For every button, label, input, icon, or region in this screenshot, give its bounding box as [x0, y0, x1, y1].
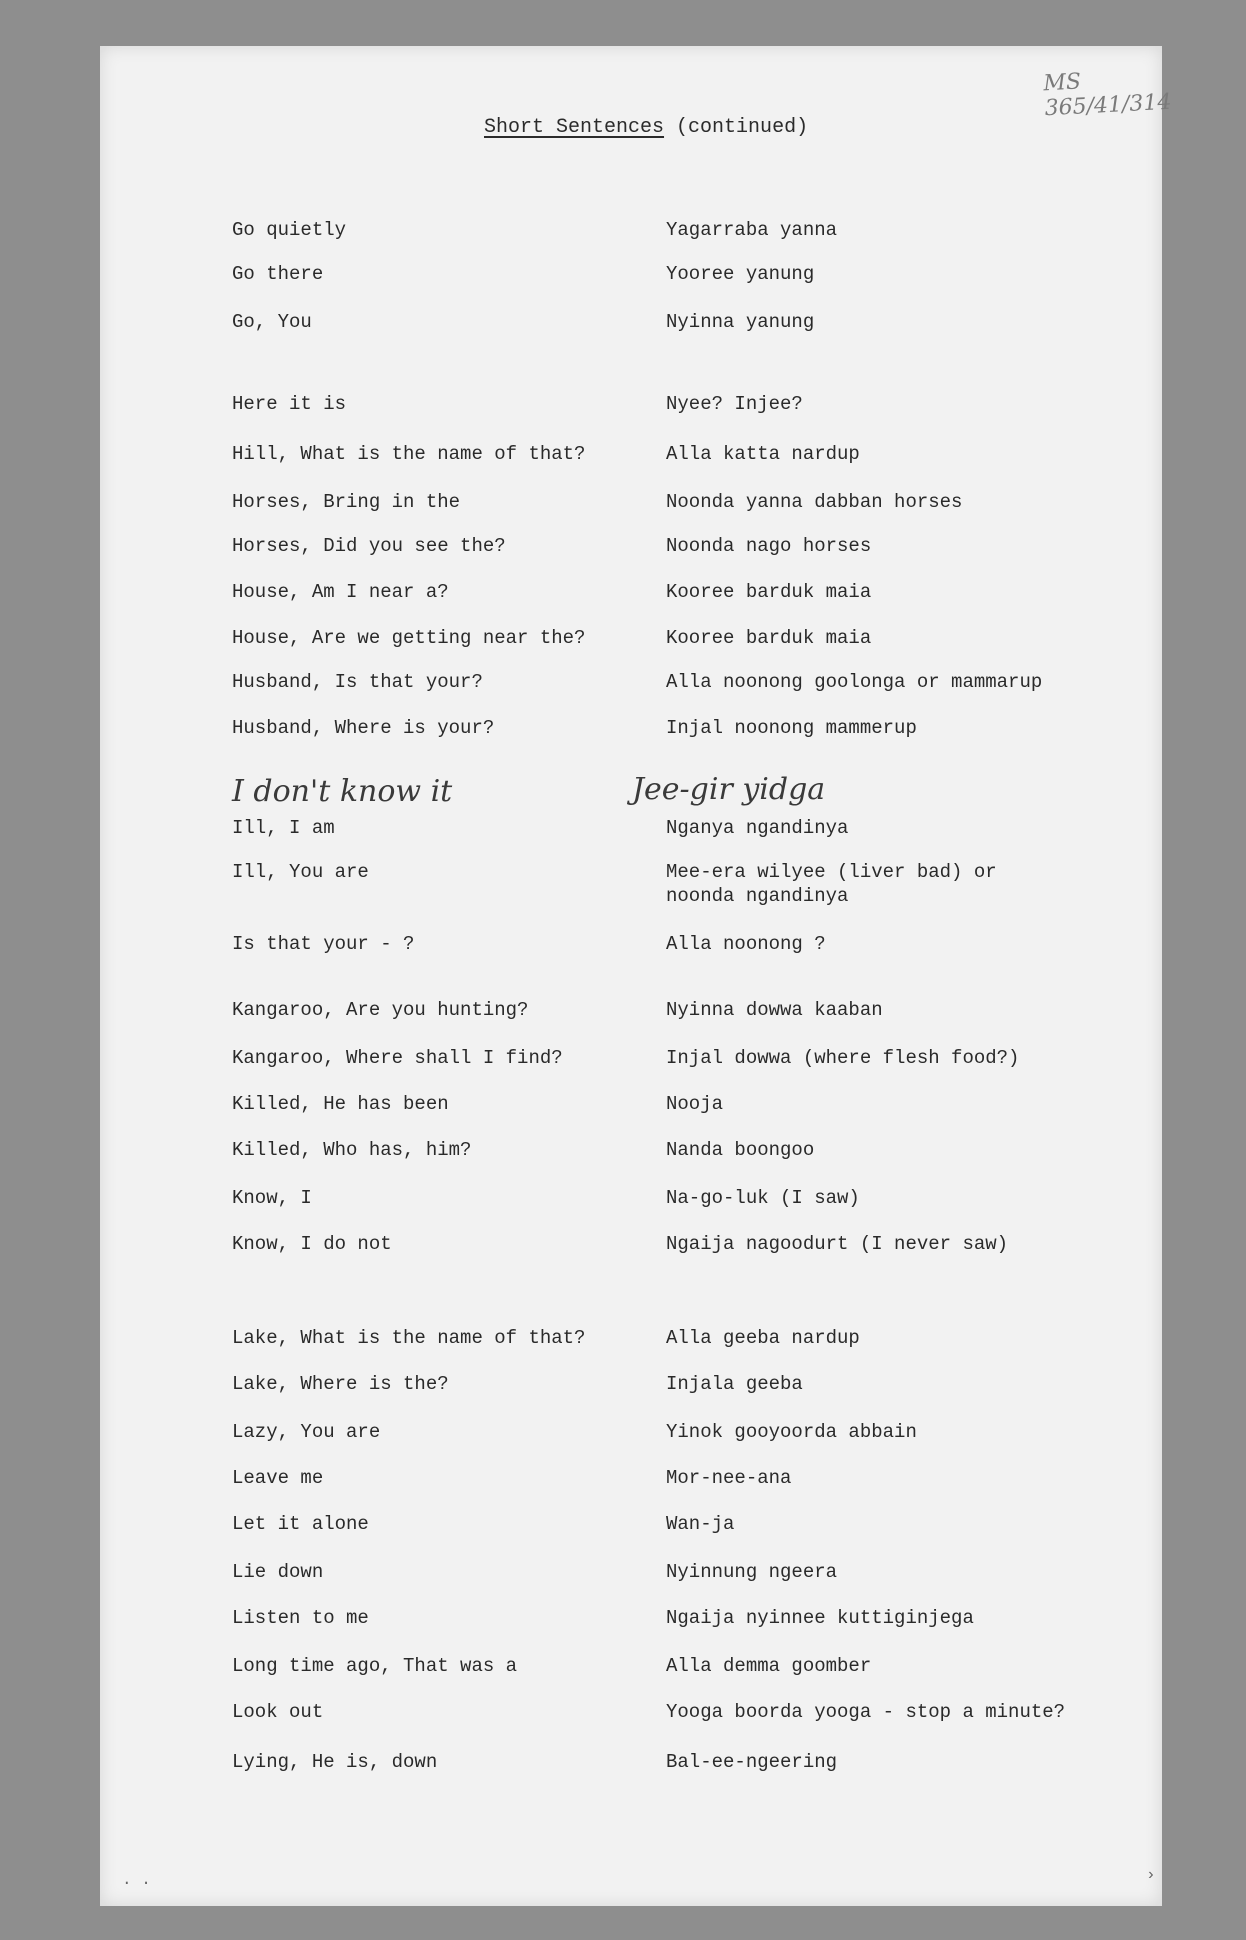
english-sentence: Let it alone	[232, 1513, 369, 1535]
document-page	[100, 46, 1173, 1906]
native-translation: Kooree barduk maia	[666, 581, 872, 603]
native-translation: Wan-ja	[666, 1513, 735, 1535]
native-translation: Mor-nee-ana	[666, 1467, 792, 1489]
english-sentence: Long time ago, That was a	[232, 1655, 518, 1677]
native-translation: Injal noonong mammerup	[666, 717, 917, 739]
native-translation: Nganya ngandinya	[666, 817, 849, 839]
english-sentence: Go there	[232, 263, 324, 285]
native-translation: Yooga boorda yooga - stop a minute?	[666, 1701, 1066, 1723]
english-sentence: Leave me	[232, 1467, 324, 1489]
native-translation: Mee-era wilyee (liver bad) or noonda ngandinya	[666, 861, 997, 907]
english-sentence: Lake, Where is the?	[232, 1373, 449, 1395]
native-translation: Nanda boongoo	[666, 1139, 815, 1161]
english-sentence: Go, You	[232, 311, 312, 333]
english-sentence: Ill, I am	[232, 817, 335, 839]
corner-mark: ›	[1146, 1866, 1156, 1884]
english-sentence: Killed, Who has, him?	[232, 1139, 472, 1161]
native-translation: Nyinna yanung	[666, 311, 815, 333]
page-title	[484, 116, 808, 139]
native-translation: Nyinna dowwa kaaban	[666, 999, 883, 1021]
native-translation: Nooja	[666, 1093, 724, 1115]
native-translation: Nyinnung ngeera	[666, 1561, 838, 1583]
english-sentence: Lying, He is, down	[232, 1751, 438, 1773]
native-translation: Alla noonong goolonga or mammarup	[666, 671, 1043, 693]
english-sentence: Lazy, You are	[232, 1421, 381, 1443]
native-translation: Injal dowwa (where flesh food?)	[666, 1047, 1020, 1069]
native-translation: Na-go-luk (I saw)	[666, 1187, 860, 1209]
native-translation: Yinok gooyoorda abbain	[666, 1421, 917, 1443]
native-translation: Noonda nago horses	[666, 535, 872, 557]
english-sentence: Here it is	[232, 393, 347, 415]
english-sentence: House, Am I near a?	[232, 581, 449, 603]
native-translation: Yagarraba yanna	[666, 219, 838, 241]
native-translation: Ngaija nagoodurt (I never saw)	[666, 1233, 1009, 1255]
native-translation: Injala geeba	[666, 1373, 803, 1395]
native-translation: Nyee? Injee?	[666, 393, 803, 415]
english-sentence: Husband, Is that your?	[232, 671, 483, 693]
native-translation: Alla demma goomber	[666, 1655, 872, 1677]
native-translation: Kooree barduk maia	[666, 627, 872, 649]
english-sentence: Horses, Did you see the?	[232, 535, 506, 557]
corner-mark: · ·	[122, 1874, 151, 1892]
native-translation: Bal-ee-ngeering	[666, 1751, 838, 1773]
english-sentence: Kangaroo, Are you hunting?	[232, 999, 529, 1021]
native-translation: Alla geeba nardup	[666, 1327, 860, 1349]
english-sentence: Know, I	[232, 1187, 312, 1209]
english-sentence: Know, I do not	[232, 1233, 392, 1255]
english-sentence: Hill, What is the name of that?	[232, 443, 586, 465]
english-sentence: Ill, You are	[232, 861, 369, 883]
title-suffix: (continued)	[676, 116, 809, 139]
native-translation: Alla katta nardup	[666, 443, 860, 465]
english-sentence: House, Are we getting near the?	[232, 627, 586, 649]
english-sentence: Lie down	[232, 1561, 324, 1583]
english-sentence: Is that your - ?	[232, 933, 415, 955]
native-translation: Ngaija nyinnee kuttiginjega	[666, 1607, 974, 1629]
english-sentence: Husband, Where is your?	[232, 717, 495, 739]
english-sentence: Killed, He has been	[232, 1093, 449, 1115]
title-main: Short Sentences	[484, 116, 665, 139]
english-sentence: Go quietly	[232, 219, 347, 241]
english-sentence: Kangaroo, Where shall I find?	[232, 1047, 563, 1069]
native-translation: Yooree yanung	[666, 263, 815, 285]
archive-reference: MS 365/41/314	[1042, 69, 1173, 122]
handwritten-native-note: Jee-gir yidga	[632, 772, 826, 807]
english-sentence: Horses, Bring in the	[232, 491, 461, 513]
handwritten-english-note: I don't know it	[232, 774, 453, 809]
native-translation: Noonda yanna dabban horses	[666, 491, 963, 513]
english-sentence: Look out	[232, 1701, 324, 1723]
english-sentence: Lake, What is the name of that?	[232, 1327, 586, 1349]
english-sentence: Listen to me	[232, 1607, 369, 1629]
native-translation: Alla noonong ?	[666, 933, 826, 955]
